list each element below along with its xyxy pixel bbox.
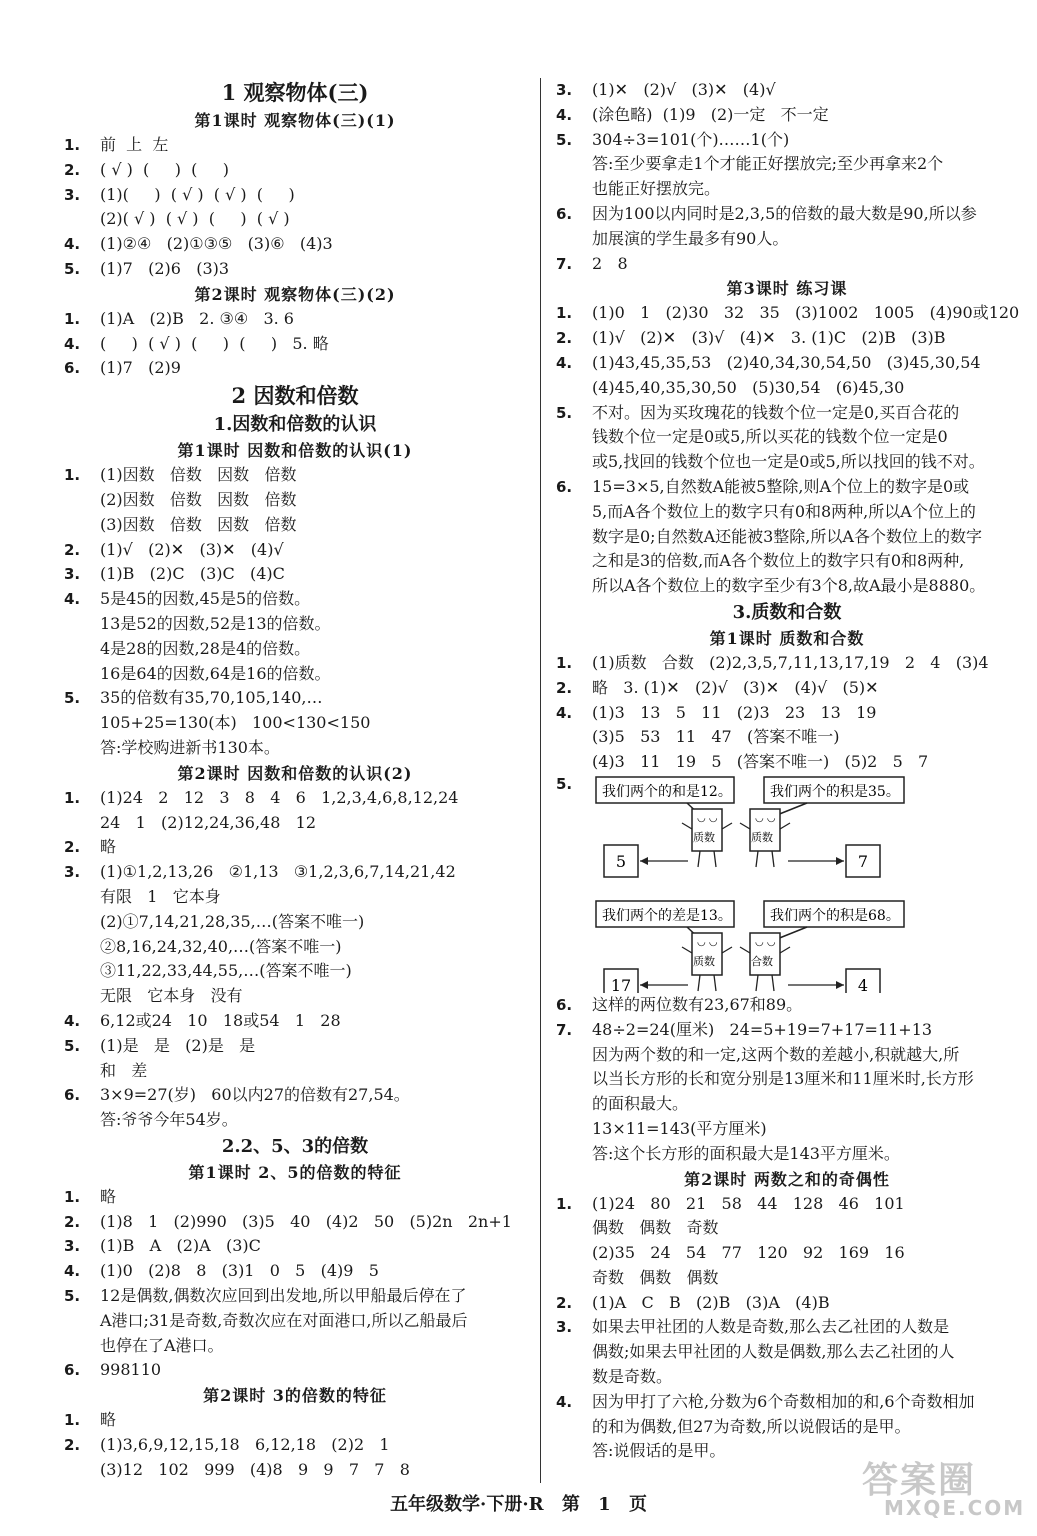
character-card-right-leg (772, 975, 774, 991)
answer-line: 3×9=27(岁) 60以内27的倍数有27,54。 (100, 1085, 410, 1105)
answer-item (64, 232, 526, 257)
answer-item (64, 133, 526, 158)
answer-item (64, 1185, 526, 1210)
answer-line: 以当长方形的长和宽分别是13厘米和11厘米时,长方形 (592, 1069, 974, 1089)
answer-line: (1)7 (2)6 (3)3 (100, 258, 230, 278)
answer-line: (1)质数 合数 (2)2,3,5,7,11,13,17,19 2 4 (3)4 (592, 652, 989, 672)
answer-number: 5. (556, 774, 573, 793)
footer-page-prefix: 第 (561, 1494, 580, 1515)
answer-body (100, 835, 526, 860)
answer-item (64, 1408, 526, 1433)
answer-body (592, 252, 1018, 277)
answer-line: 48÷2=24(厘米) 24=5+19=7+17=11+13 (592, 1019, 933, 1039)
answer-item (64, 835, 526, 860)
number-box-right-value: 7 (857, 851, 869, 871)
answer-item (556, 1315, 1018, 1389)
lesson-title: 第1课时 观察物体(三)(1) (194, 111, 396, 130)
answer-line: (1)24 80 21 58 44 128 46 101 (592, 1193, 905, 1213)
answer-number: 7. (556, 254, 573, 273)
answer-line: 钱数个位一定是0或5,所以买花的钱数个位一定是0 (592, 427, 948, 447)
answer-body (592, 1192, 1018, 1291)
answer-line: 数字是0;自然数A还能被3整除,所以A各个数位上的数字 (592, 526, 982, 546)
answer-line: A港口;31是奇数,奇数次应在对面港口,所以乙船最后 (100, 1310, 468, 1330)
answer-body (100, 1009, 526, 1034)
answer-line: 105+25=130(本) 100<130<150 (100, 713, 371, 733)
character-card-right-leg (772, 851, 774, 867)
answer-body (100, 686, 526, 760)
answer-line: 答:至少要拿走1个才能正好摆放完;至少再拿来2个 (592, 154, 944, 174)
answer-number: 3. (556, 1318, 573, 1337)
answer-body (100, 307, 526, 332)
answer-number: 1. (64, 788, 81, 807)
answer-number: 3. (64, 1237, 81, 1256)
section-title: 2 因数和倍数 (231, 383, 359, 409)
answer-line: (1)A (2)B 2. ③④ 3. 6 (100, 308, 294, 328)
character-card-left-label: 质数 (693, 954, 715, 968)
answer-line: (1)7 (2)9 (100, 358, 181, 378)
answer-line: 数是奇数。 (592, 1367, 673, 1387)
answer-line: 无限 它本身 没有 (100, 986, 243, 1006)
answer-number: 4. (556, 1392, 573, 1411)
footer-page-number: 1 (598, 1494, 611, 1515)
answer-item (556, 401, 1018, 475)
answer-number: 4. (64, 1262, 81, 1281)
answer-number: 6. (556, 204, 573, 223)
answer-line: ②8,16,24,32,40,…(答案不唯一) (100, 936, 342, 956)
answer-line: (1)A C B (2)B (3)A (4)B (592, 1292, 830, 1312)
answer-line: 998110 (100, 1360, 162, 1380)
answer-number: 5. (556, 403, 573, 422)
answer-number: 4. (64, 334, 81, 353)
answer-line: (4)45,40,35,30,50 (5)30,54 (6)45,30 (592, 377, 905, 397)
answer-line: 16是64的因数,64是16的倍数。 (100, 663, 331, 683)
arrow-right-head (836, 981, 844, 989)
character-card-left-leg (698, 851, 700, 867)
number-box-left-value: 5 (615, 851, 627, 871)
speech-bubble-right-text: 我们两个的积是68。 (770, 907, 900, 924)
answer-line: 304÷3=101(个)……1(个) (592, 129, 790, 149)
subsection-title: 2.2、5、3的倍数 (221, 1135, 369, 1157)
answer-body (100, 860, 526, 1009)
answer-line: 也停在了A港口。 (100, 1335, 224, 1355)
answer-number: 1. (64, 136, 81, 154)
character-card-right-arm (780, 823, 790, 829)
answer-line: (1)是 是 (2)是 是 (100, 1035, 256, 1055)
answer-number: 4. (556, 703, 573, 722)
character-card-right-label: 合数 (751, 954, 773, 968)
answer-line: 加展演的学生最多有90人。 (592, 228, 789, 248)
answer-item (64, 562, 526, 587)
answer-body (592, 103, 1018, 128)
answer-line: 35的倍数有35,70,105,140,… (100, 688, 323, 708)
answer-line: 答:说假话的是甲。 (592, 1441, 726, 1461)
lesson-title: 第2课时 3的倍数的特征 (203, 1386, 387, 1406)
answer-number: 2. (556, 678, 573, 697)
answer-number: 1. (64, 1187, 81, 1206)
character-card-left-leg (698, 975, 700, 991)
answer-number: 1. (556, 653, 573, 672)
character-card-right-arm (740, 947, 750, 953)
answer-body (100, 463, 526, 537)
answer-item (556, 475, 1018, 599)
figure-svg (592, 775, 912, 993)
answer-item (556, 651, 1018, 676)
character-card-right-label: 质数 (751, 830, 773, 844)
answer-item (556, 252, 1018, 277)
answer-number: 3. (556, 81, 573, 99)
answer-line: ③11,22,33,44,55,…(答案不唯一) (100, 961, 352, 981)
answer-line: (涂色略) (1)9 (2)一定 不一定 (592, 104, 829, 124)
answer-number: 5. (64, 259, 81, 278)
answer-item (556, 1018, 1018, 1167)
character-card-right-face: ◡ ◡ (755, 936, 776, 948)
answer-number: 1. (64, 466, 81, 485)
answer-item (64, 686, 526, 760)
answer-item (556, 103, 1018, 128)
answer-number: 4. (556, 353, 573, 372)
arrow-right-head (836, 857, 844, 865)
answer-line: 答:爷爷今年54岁。 (100, 1110, 238, 1130)
character-card-right-arm (780, 947, 790, 953)
answer-item (64, 1284, 526, 1358)
answer-number: 2. (556, 329, 573, 348)
answer-body (592, 676, 1018, 701)
prime-bubble-figure (592, 775, 912, 993)
answer-line: 因为两个数的和一定,这两个数的差越小,积就越大,所 (592, 1044, 960, 1064)
answer-line: (3)因数 倍数 因数 倍数 (100, 514, 297, 534)
answer-body (592, 326, 1018, 351)
answer-line: ( √ ) ( ) ( ) (100, 159, 230, 179)
answer-line: 答:这个长方形的面积最大是143平方厘米。 (592, 1143, 900, 1163)
answer-number: 2. (64, 838, 81, 857)
answer-line: 所以A各个数位上的数字至少有3个8,故A最小是8880。 (592, 576, 986, 596)
answer-body (100, 1259, 526, 1284)
answer-body (592, 651, 1018, 676)
answer-item-figure (556, 775, 1018, 993)
answer-number: 1. (64, 309, 81, 328)
watermark-text: 答案圈 (862, 1460, 977, 1501)
footer-book-label: 五年级数学·下册·R (390, 1494, 544, 1515)
answer-line: 15=3×5,自然数A能被5整除,则A个位上的数字是0或 (592, 476, 970, 496)
character-card-right-arm (740, 823, 750, 829)
answer-item (556, 1192, 1018, 1291)
answer-line: 有限 1 它本身 (100, 886, 221, 906)
answer-body (592, 1291, 1018, 1316)
answer-line: 4是28的因数,28是4的倍数。 (100, 638, 311, 658)
answer-line: (3)12 102 999 (4)8 9 9 7 7 8 (100, 1459, 410, 1479)
answer-body (592, 1018, 1018, 1167)
answer-line: 2 8 (592, 253, 628, 273)
answer-body (592, 301, 1019, 326)
answer-item (556, 202, 1018, 252)
speech-bubble-left-text: 我们两个的差是13。 (602, 907, 732, 924)
answer-item (64, 183, 526, 233)
answer-line: (1)√ (2)✕ (3)√ (4)✕ 3. (1)C (2)B (3)B (592, 328, 946, 348)
answer-number: 2. (64, 540, 81, 559)
answer-item (64, 1009, 526, 1034)
answer-number: 2. (64, 1212, 81, 1231)
answer-body (592, 475, 1018, 599)
answer-body (100, 1408, 526, 1433)
answer-body (100, 562, 526, 587)
lesson-title: 第1课时 质数和合数 (709, 628, 865, 648)
answer-number: 6. (556, 477, 573, 496)
answer-number: 1. (556, 1194, 573, 1213)
answer-item (556, 1291, 1018, 1316)
answer-item (556, 301, 1018, 326)
character-card-right-leg (756, 975, 758, 991)
answer-line: 5,而A各个数位上的数字只有0和8两种,所以A个位上的 (592, 501, 976, 521)
answer-line: 这样的两位数有23,67和89。 (592, 994, 803, 1014)
section-title: 1 观察物体(三) (221, 80, 369, 105)
answer-line: 偶数 偶数 奇数 (592, 1218, 719, 1238)
character-card-left-face: ◡ ◡ (697, 812, 718, 824)
answer-item (64, 257, 526, 282)
answer-item (64, 463, 526, 537)
answer-line: 24 1 (2)12,24,36,48 12 (100, 812, 317, 832)
answer-number: 7. (556, 1020, 573, 1039)
answer-line: (2)35 24 54 77 120 92 169 16 (592, 1243, 905, 1263)
lesson-title: 第1课时 2、5的倍数的特征 (188, 1162, 402, 1182)
answer-number: 6. (64, 1086, 81, 1105)
answer-number: 3. (64, 185, 81, 204)
answer-number: 5. (64, 1287, 81, 1306)
answer-body (592, 128, 1018, 202)
answer-number: 5. (64, 689, 81, 708)
answer-line: 因为100以内同时是2,3,5的倍数的最大数是90,所以参 (592, 203, 977, 223)
answer-item (556, 351, 1018, 401)
answer-line: (1)①1,2,13,26 ②1,13 ③1,2,3,6,7,14,21,42 (100, 862, 456, 882)
answer-line: 和 差 (100, 1060, 148, 1080)
arrow-left-head (640, 857, 648, 865)
character-card-left-arm (722, 947, 732, 953)
lesson-title: 第2课时 两数之和的奇偶性 (684, 1169, 890, 1189)
answer-line: 因为甲打了六枪,分数为6个奇数相加的和,6个奇数相加 (592, 1391, 975, 1411)
answer-item (64, 587, 526, 686)
answer-body (592, 351, 1018, 401)
answer-body (100, 332, 526, 357)
subsection-title: 3.质数和合数 (732, 601, 842, 623)
column-divider (540, 78, 541, 1483)
answer-line: 略 3. (1)✕ (2)√ (3)✕ (4)√ (5)✕ (592, 677, 879, 697)
answer-number: 3. (64, 565, 81, 584)
answer-body (592, 202, 1018, 252)
answer-line: (2)( √ ) ( √ ) ( ) ( √ ) (100, 209, 290, 229)
answer-number: 6. (556, 995, 573, 1014)
character-card-left-arm (682, 947, 692, 953)
answer-number: 2. (64, 160, 81, 179)
character-card-right-leg (756, 851, 758, 867)
answer-body (100, 1234, 526, 1259)
answer-line: 前 上 左 (100, 135, 169, 154)
answer-body (100, 1185, 526, 1210)
answer-number: 4. (64, 235, 81, 254)
answer-line: 的和为偶数,但27为奇数,所以说假话的是甲。 (592, 1416, 911, 1436)
answer-body (592, 1315, 1018, 1389)
answer-line: 的面积最大。 (592, 1094, 689, 1114)
speech-bubble-right-text: 我们两个的积是35。 (770, 783, 900, 800)
answer-item (64, 1034, 526, 1084)
answer-body (100, 183, 526, 233)
answer-body (100, 1083, 526, 1133)
answer-item (64, 307, 526, 332)
lesson-title: 第1课时 因数和倍数的认识(1) (177, 441, 413, 461)
answer-line: (1)因数 倍数 因数 倍数 (100, 465, 297, 485)
answer-body (100, 257, 526, 282)
answer-line: 略 (100, 1186, 117, 1206)
answer-line: 奇数 偶数 偶数 (592, 1267, 719, 1287)
answer-number: 4. (64, 1011, 81, 1030)
answer-line: (3)5 53 11 47 (答案不唯一) (592, 727, 840, 747)
answer-item (556, 676, 1018, 701)
character-card-left-label: 质数 (693, 830, 715, 844)
lesson-title: 第2课时 观察物体(三)(2) (194, 284, 396, 304)
right-column (556, 78, 1018, 1464)
answer-line: (1)B (2)C (3)C (4)C (100, 564, 285, 584)
answer-line: (1)8 1 (2)990 (3)5 40 (4)2 50 (5)2n 2n+1 (100, 1211, 512, 1231)
answer-line: 偶数;如果去甲社团的人数是偶数,那么去乙社团的人 (592, 1342, 955, 1362)
answer-item (64, 1210, 526, 1235)
answer-body (592, 401, 1018, 475)
answer-line: (2)①7,14,21,28,35,…(答案不唯一) (100, 911, 365, 931)
answer-item (556, 326, 1018, 351)
answer-line: 12是偶数,偶数次应回到出发地,所以甲船最后停在了 (100, 1286, 467, 1306)
answer-line: (1)✕ (2)√ (3)✕ (4)√ (592, 80, 776, 99)
character-card-right-face: ◡ ◡ (755, 812, 776, 824)
answer-number: 3. (64, 863, 81, 882)
answer-line: (1)43,45,35,53 (2)40,34,30,54,50 (3)45,30,54 (592, 352, 981, 372)
answer-item (64, 1259, 526, 1284)
answer-number: 6. (64, 359, 81, 378)
answer-line: ( ) ( √ ) ( ) ( ) 5. 略 (100, 333, 329, 353)
answer-item (556, 78, 1018, 103)
answer-line: 或5,找回的钱数个位也一定是0或5,所以找回的钱不对。 (592, 452, 985, 472)
answer-number: 4. (64, 590, 81, 609)
answer-line: (1)0 (2)8 8 (3)1 0 5 (4)9 5 (100, 1261, 379, 1281)
number-box-left-value: 17 (610, 975, 632, 993)
answer-item (556, 993, 1018, 1018)
answer-body (592, 701, 1018, 775)
answer-body (100, 133, 526, 158)
answer-body (100, 538, 526, 563)
footer-page-suffix: 页 (628, 1494, 647, 1515)
answer-line: 答:学校购进新书130本。 (100, 737, 280, 757)
answer-line: 13×11=143(平方厘米) (592, 1118, 767, 1138)
lesson-title: 第3课时 练习课 (726, 279, 848, 299)
answer-item (64, 786, 526, 836)
answer-line: (4)3 11 19 5 (答案不唯一) (5)2 5 7 (592, 752, 929, 772)
answer-number: 1. (556, 304, 573, 323)
watermark-logo (862, 1452, 1026, 1528)
character-card-left-face: ◡ ◡ (697, 936, 718, 948)
answer-body (100, 587, 526, 686)
answer-line: 6,12或24 10 18或54 1 28 (100, 1010, 341, 1030)
answer-number: 4. (556, 105, 573, 124)
answer-number: 2. (64, 1436, 81, 1455)
answer-number: 1. (64, 1411, 81, 1430)
character-card-left-leg (714, 851, 716, 867)
answer-line: (1)B A (2)A (3)C (100, 1236, 261, 1256)
answer-body (100, 1034, 526, 1084)
watermark-url: MXQE.COM (884, 1496, 1026, 1520)
arrow-left-head (640, 981, 648, 989)
answer-line: 之和是3的倍数,而A各个数位上的数字只有0和8两种, (592, 551, 965, 571)
subsection-title: 1.因数和倍数的认识 (213, 414, 377, 436)
answer-line: 略 (100, 837, 117, 857)
answer-item (64, 1358, 526, 1383)
character-card-left-arm (682, 823, 692, 829)
answer-item (64, 1083, 526, 1133)
answer-line: 也能正好摆放完。 (592, 179, 721, 199)
answer-body (100, 1284, 526, 1358)
answer-line: (1)3 13 5 11 (2)3 23 13 19 (592, 702, 877, 722)
answer-body (100, 786, 526, 836)
answer-line: (1)0 1 (2)30 32 35 (3)1002 1005 (4)90或120 (592, 303, 1020, 323)
character-card-left-leg (714, 975, 716, 991)
answer-number: 2. (556, 1293, 573, 1312)
character-card-left-arm (722, 823, 732, 829)
answer-line: 13是52的因数,52是13的倍数。 (100, 613, 331, 633)
answer-item (64, 158, 526, 183)
answer-item (64, 332, 526, 357)
answer-line: (1)√ (2)✕ (3)✕ (4)√ (100, 539, 284, 559)
answer-item (64, 1234, 526, 1259)
answer-body (100, 1358, 526, 1383)
answer-number: 5. (556, 130, 573, 149)
answer-number: 5. (64, 1036, 81, 1055)
answer-body (100, 158, 526, 183)
answer-number: 6. (64, 1361, 81, 1380)
number-box-right-value: 4 (857, 975, 869, 993)
answer-body (592, 993, 1018, 1018)
answer-line: 如果去甲社团的人数是奇数,那么去乙社团的人数是 (592, 1317, 950, 1337)
answer-body (100, 356, 526, 381)
answer-line: 不对。因为买玫瑰花的钱数个位一定是0,买百合花的 (592, 402, 960, 422)
speech-bubble-left-text: 我们两个的和是12。 (602, 783, 732, 800)
answer-line: (1)24 2 12 3 8 4 6 1,2,3,4,6,8,12,24 (100, 787, 459, 807)
answer-item (64, 1433, 526, 1483)
answer-line: (2)因数 倍数 因数 倍数 (100, 489, 297, 509)
answer-body (100, 1433, 526, 1483)
answer-line: (1)( ) ( √ ) ( √ ) ( ) (100, 184, 295, 204)
answer-body (100, 232, 526, 257)
answer-item (556, 128, 1018, 202)
answer-line: (1)3,6,9,12,15,18 6,12,18 (2)2 1 (100, 1435, 390, 1455)
answer-item (64, 538, 526, 563)
answer-body (592, 78, 1018, 103)
answer-line: 略 (100, 1410, 117, 1430)
answer-line: (1)②④ (2)①③⑤ (3)⑥ (4)3 (100, 234, 333, 254)
answer-line: 5是45的因数,45是5的倍数。 (100, 589, 311, 609)
answer-item (64, 860, 526, 1009)
answer-body (100, 1210, 526, 1235)
left-column (64, 78, 526, 1483)
answer-item (64, 356, 526, 381)
answer-item (556, 701, 1018, 775)
lesson-title: 第2课时 因数和倍数的认识(2) (177, 763, 413, 783)
